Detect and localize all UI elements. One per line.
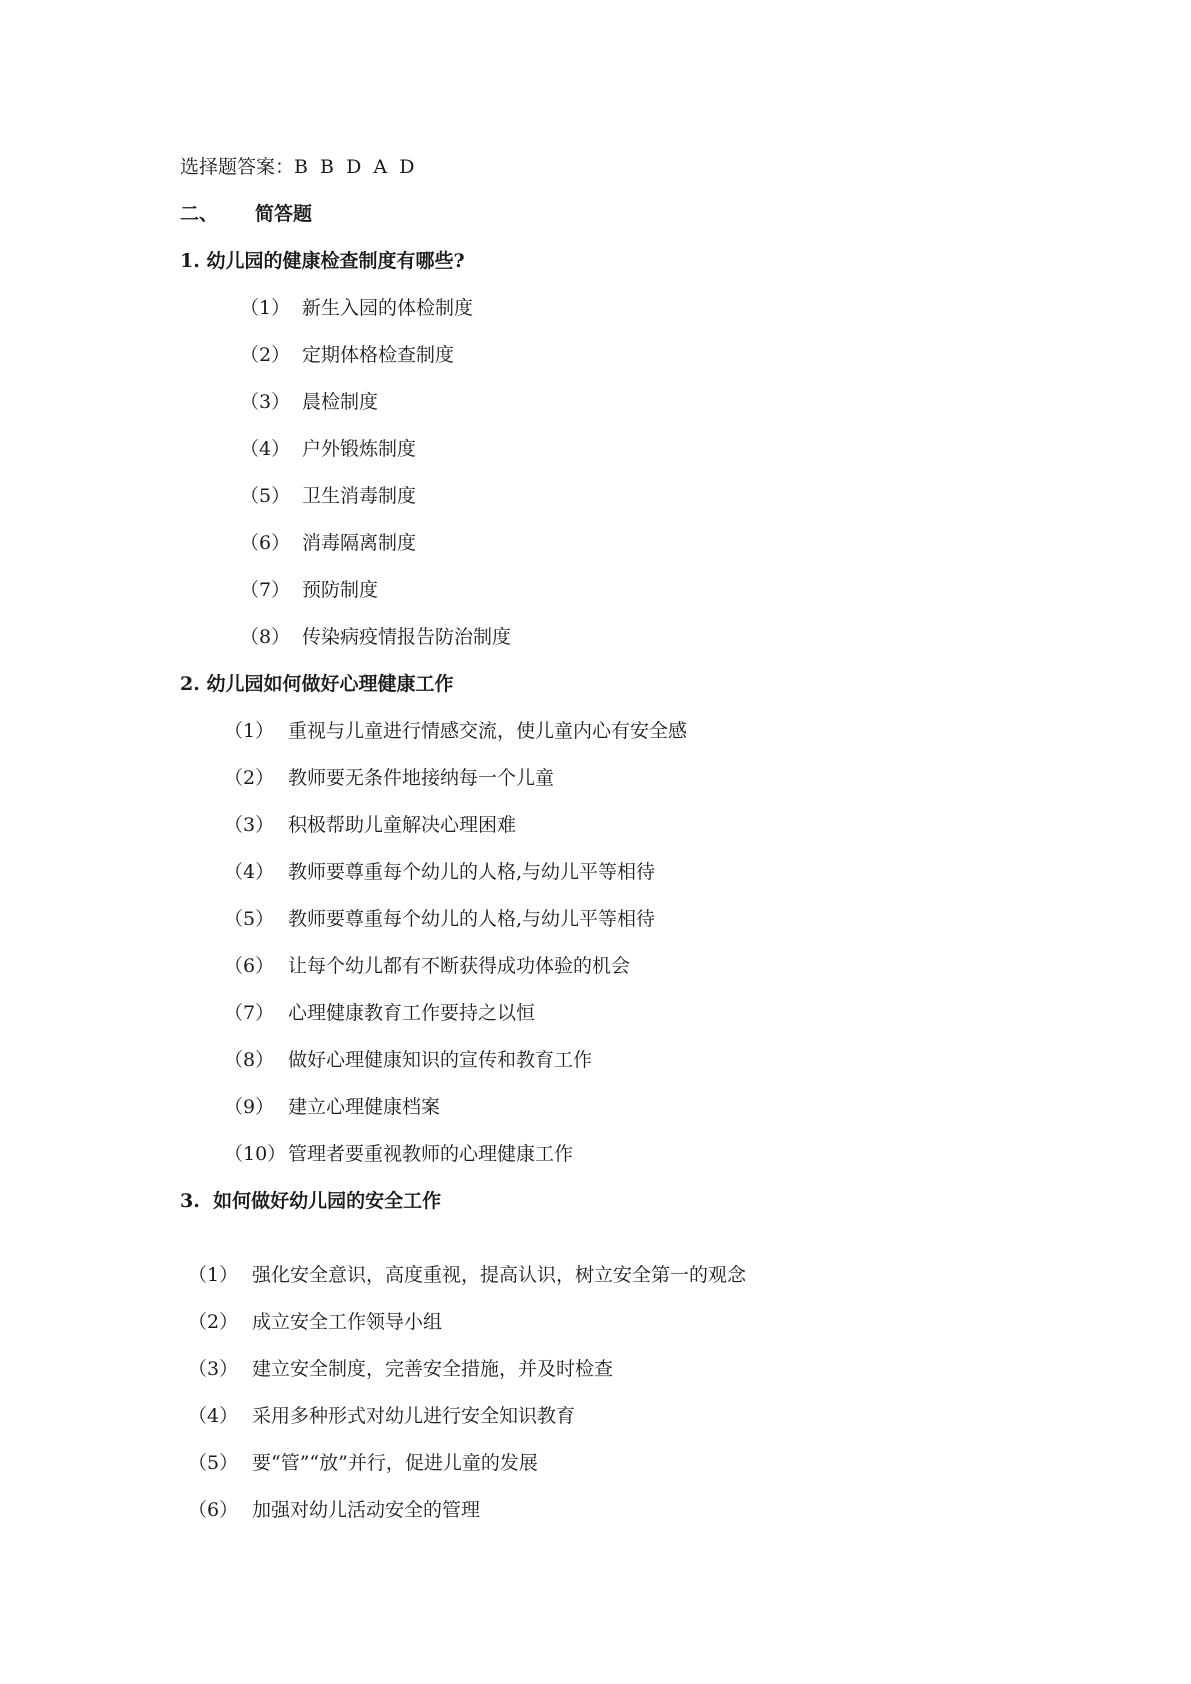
section-title: 简答题 — [255, 203, 313, 225]
item-text: 晨检制度 — [302, 391, 379, 413]
answers-values: B B D A D — [294, 156, 415, 178]
list-item — [224, 954, 630, 978]
item-text: 加强对幼儿活动安全的管理 — [252, 1499, 481, 1521]
item-number: （5） — [240, 485, 291, 507]
item-text: 定期体格检查制度 — [302, 344, 455, 366]
item-number: （4） — [240, 438, 291, 460]
q3-title: 3. 如何做好幼儿园的安全工作 — [180, 1190, 442, 1212]
item-number: （6） — [188, 1499, 239, 1521]
list-item — [224, 1095, 440, 1119]
item-number: （1） — [224, 720, 275, 742]
item-text: 卫生消毒制度 — [302, 485, 417, 507]
item-text: 管理者要重视教师的心理健康工作 — [288, 1143, 574, 1165]
item-number: （6） — [240, 532, 291, 554]
list-item — [188, 1451, 538, 1475]
item-number: （7） — [240, 579, 291, 601]
item-number: （2） — [240, 344, 291, 366]
list-item — [224, 766, 554, 790]
list-item — [240, 437, 416, 461]
item-number: （4） — [188, 1405, 239, 1427]
item-number: （8） — [240, 626, 291, 648]
list-item — [188, 1310, 442, 1334]
item-text: 户外锻炼制度 — [302, 438, 417, 460]
item-text: 建立心理健康档案 — [288, 1096, 441, 1118]
item-text: 做好心理健康知识的宣传和教育工作 — [288, 1049, 593, 1071]
list-item — [240, 531, 416, 555]
list-item — [224, 860, 655, 884]
item-number: （6） — [224, 955, 275, 977]
item-text: 新生入园的体检制度 — [302, 297, 474, 319]
item-text: 成立安全工作领导小组 — [252, 1311, 443, 1333]
list-item — [188, 1404, 575, 1428]
list-item — [224, 1142, 573, 1166]
item-text: 重视与儿童进行情感交流，使儿童内心有安全感 — [288, 720, 688, 742]
list-item — [224, 813, 516, 837]
item-number: （3） — [240, 391, 291, 413]
list-item — [240, 343, 454, 367]
item-number: （1） — [240, 297, 291, 319]
item-number: （7） — [224, 1002, 275, 1024]
item-text: 采用多种形式对幼儿进行安全知识教育 — [252, 1405, 576, 1427]
item-number: （3） — [188, 1358, 239, 1380]
list-item — [188, 1498, 480, 1522]
item-text: 建立安全制度，完善安全措施，并及时检查 — [252, 1358, 614, 1380]
item-number: （9） — [224, 1096, 275, 1118]
item-number: （1） — [188, 1264, 239, 1286]
list-item — [188, 1357, 613, 1381]
item-text: 消毒隔离制度 — [302, 532, 417, 554]
list-item — [224, 1048, 592, 1072]
list-item — [240, 484, 416, 508]
section-heading — [180, 202, 312, 226]
q2-title: 2. 幼儿园如何做好心理健康工作 — [180, 673, 454, 695]
list-item — [240, 578, 378, 602]
item-number: （2） — [188, 1311, 239, 1333]
section-number: 二、 — [180, 203, 219, 225]
item-text: 积极帮助儿童解决心理困难 — [288, 814, 517, 836]
item-text: 教师要无条件地接纳每一个儿童 — [288, 767, 555, 789]
item-number: （8） — [224, 1049, 275, 1071]
item-number: （4） — [224, 861, 275, 883]
answers-line — [180, 155, 414, 179]
item-number: （5） — [224, 908, 275, 930]
list-item — [224, 907, 655, 931]
item-text: 强化安全意识，高度重视，提高认识，树立安全第一的观念 — [252, 1264, 747, 1286]
item-number: （3） — [224, 814, 275, 836]
item-text: 要“管”“放”并行，促进儿童的发展 — [252, 1452, 538, 1474]
item-text: 心理健康教育工作要持之以恒 — [288, 1002, 536, 1024]
list-item — [224, 1001, 535, 1025]
list-item — [188, 1263, 746, 1287]
item-text: 让每个幼儿都有不断获得成功体验的机会 — [288, 955, 631, 977]
item-number: （2） — [224, 767, 275, 789]
item-text: 传染病疫情报告防治制度 — [302, 626, 512, 648]
list-item — [240, 625, 511, 649]
item-number: （5） — [188, 1452, 239, 1474]
item-text: 预防制度 — [302, 579, 379, 601]
item-text: 教师要尊重每个幼儿的人格,与幼儿平等相待 — [288, 861, 656, 883]
list-item — [240, 390, 378, 414]
item-text: 教师要尊重每个幼儿的人格,与幼儿平等相待 — [288, 908, 656, 930]
list-item — [240, 296, 473, 320]
q1-title: 1. 幼儿园的健康检查制度有哪些? — [180, 250, 465, 272]
list-item — [224, 719, 687, 743]
item-number: （10） — [224, 1143, 287, 1165]
answers-label: 选择题答案： — [180, 156, 295, 178]
